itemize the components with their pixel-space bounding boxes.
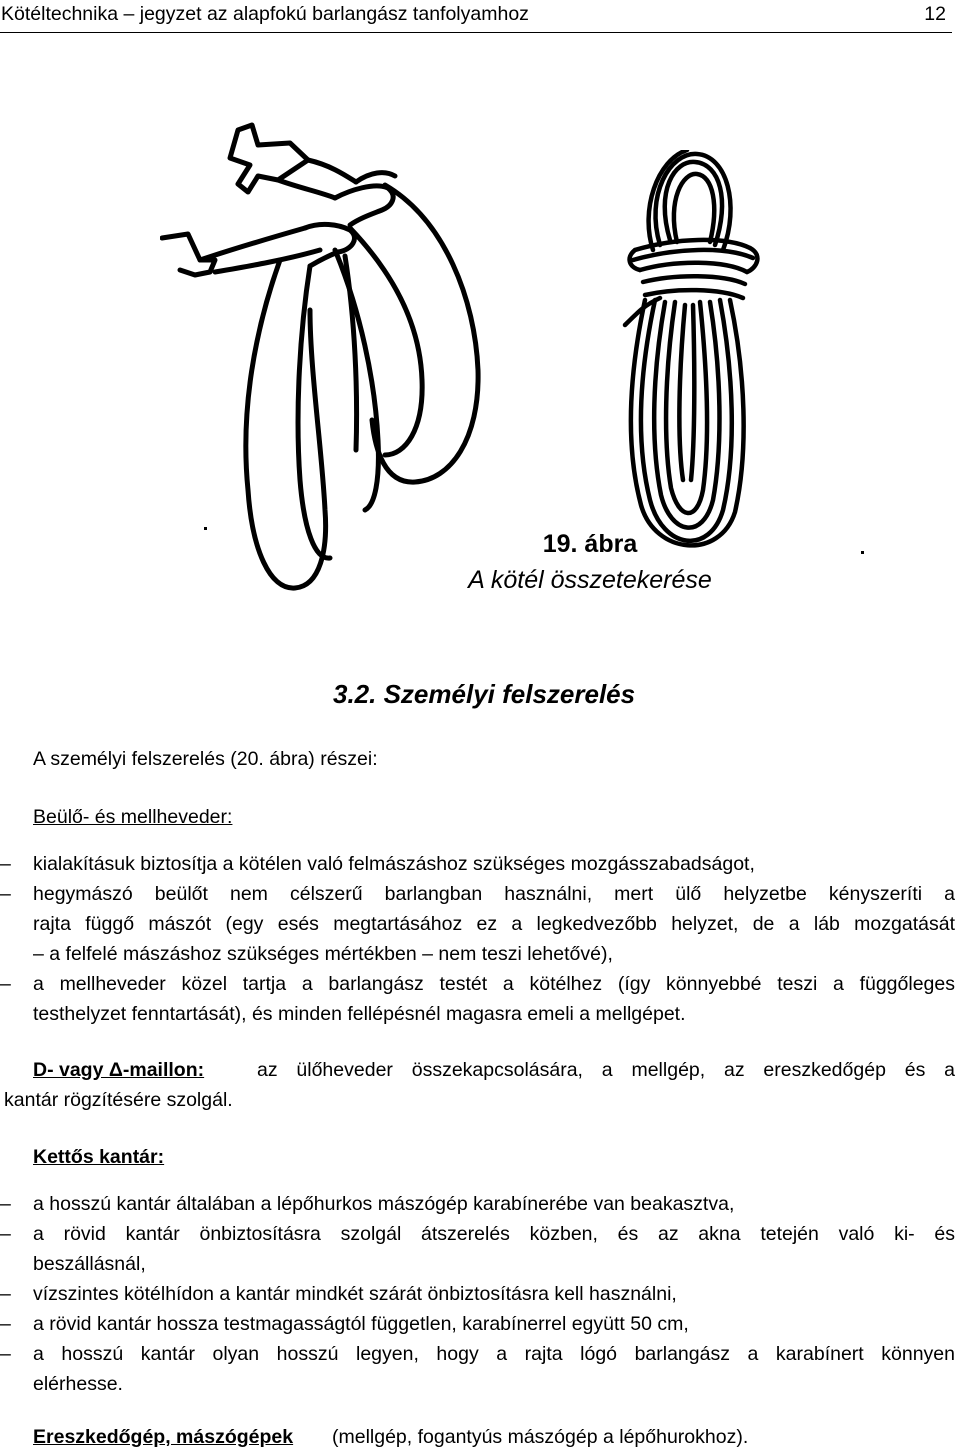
speck bbox=[861, 551, 864, 554]
descender-rest: (mellgép, fogantyús mászógép a lépőhurokhoz). bbox=[332, 1426, 749, 1448]
section-title: 3.2. Személyi felszerelés bbox=[333, 679, 636, 709]
figure-number: 19. ábra bbox=[542, 530, 638, 558]
bullet-dash: – bbox=[0, 1193, 11, 1215]
bullet-dash: – bbox=[0, 1283, 11, 1305]
lanyard-line-3: beszállásnál, bbox=[33, 1253, 146, 1275]
harness-heading: Beülő- és mellheveder: bbox=[33, 806, 233, 828]
bullet-dash: – bbox=[0, 883, 11, 905]
bullet-dash: – bbox=[0, 853, 11, 875]
page-number: 12 bbox=[924, 3, 946, 25]
lanyard-line-7: elérhesse. bbox=[33, 1373, 123, 1395]
lanyard-line-6: a hosszú kantár olyan hosszú legyen, hogy a rajta lógó barlangász a karabínert könnyen bbox=[33, 1343, 955, 1365]
harness-line-2: hegymászó beülőt nem célszerű barlangban használni, mert ülő helyzetbe kényszeríti a bbox=[33, 883, 955, 905]
maillon-line-2: kantár rögzítésére szolgál. bbox=[4, 1089, 233, 1111]
lanyard-heading: Kettős kantár: bbox=[33, 1146, 165, 1168]
bullet-dash: – bbox=[0, 973, 11, 995]
harness-line-6: testhelyzet fenntartását), és minden fellépésnél magasra emeli a mellgépet. bbox=[33, 1003, 686, 1025]
intro-text: A személyi felszerelés (20. ábra) részei: bbox=[33, 748, 378, 770]
lanyard-line-2: a rövid kantár önbiztosításra szolgál átszerelés közben, és az akna tetején való ki- és bbox=[33, 1223, 955, 1245]
header-title: Kötéltechnika – jegyzet az alapfokú barlangász tanfolyamhoz bbox=[1, 3, 529, 25]
harness-line-1: kialakításuk biztosítja a kötélen való felmászáshoz szükséges mozgásszabadságot, bbox=[33, 853, 755, 875]
lanyard-line-4: vízszintes kötélhídon a kantár mindkét szárát önbiztosításra kell használni, bbox=[33, 1283, 677, 1305]
harness-line-4: – a felfelé mászáshoz szükséges mértékben – nem teszi lehetővé), bbox=[33, 943, 613, 965]
descender-heading: Ereszkedőgép, mászógépek bbox=[33, 1426, 294, 1448]
speck bbox=[204, 527, 207, 530]
lanyard-line-1: a hosszú kantár általában a lépőhurkos mászógép karabínerébe van beakasztva, bbox=[33, 1193, 735, 1215]
maillon-line-1: az ülőheveder összekapcsolására, a mellgép, az ereszkedőgép és a bbox=[257, 1059, 955, 1081]
coiled-rope-illustration bbox=[615, 150, 775, 560]
harness-line-3: rajta függő mászót (egy esés megtartásához ez a legkedvezőbb helyzet, de a láb mozgatását bbox=[33, 913, 955, 935]
figure-caption: A kötél összetekerése bbox=[468, 566, 712, 594]
bullet-dash: – bbox=[0, 1223, 11, 1245]
bullet-dash: – bbox=[0, 1343, 11, 1365]
page-header bbox=[0, 0, 952, 33]
bullet-dash: – bbox=[0, 1313, 11, 1335]
harness-line-5: a mellheveder közel tartja a barlangász testét a kötélhez (így könnyebbé teszi a függőleges bbox=[33, 973, 955, 995]
maillon-heading: D- vagy Δ-maillon: bbox=[33, 1059, 205, 1081]
lanyard-line-5: a rövid kantár hossza testmagasságtól független, karabínerrel együtt 50 cm, bbox=[33, 1313, 689, 1335]
